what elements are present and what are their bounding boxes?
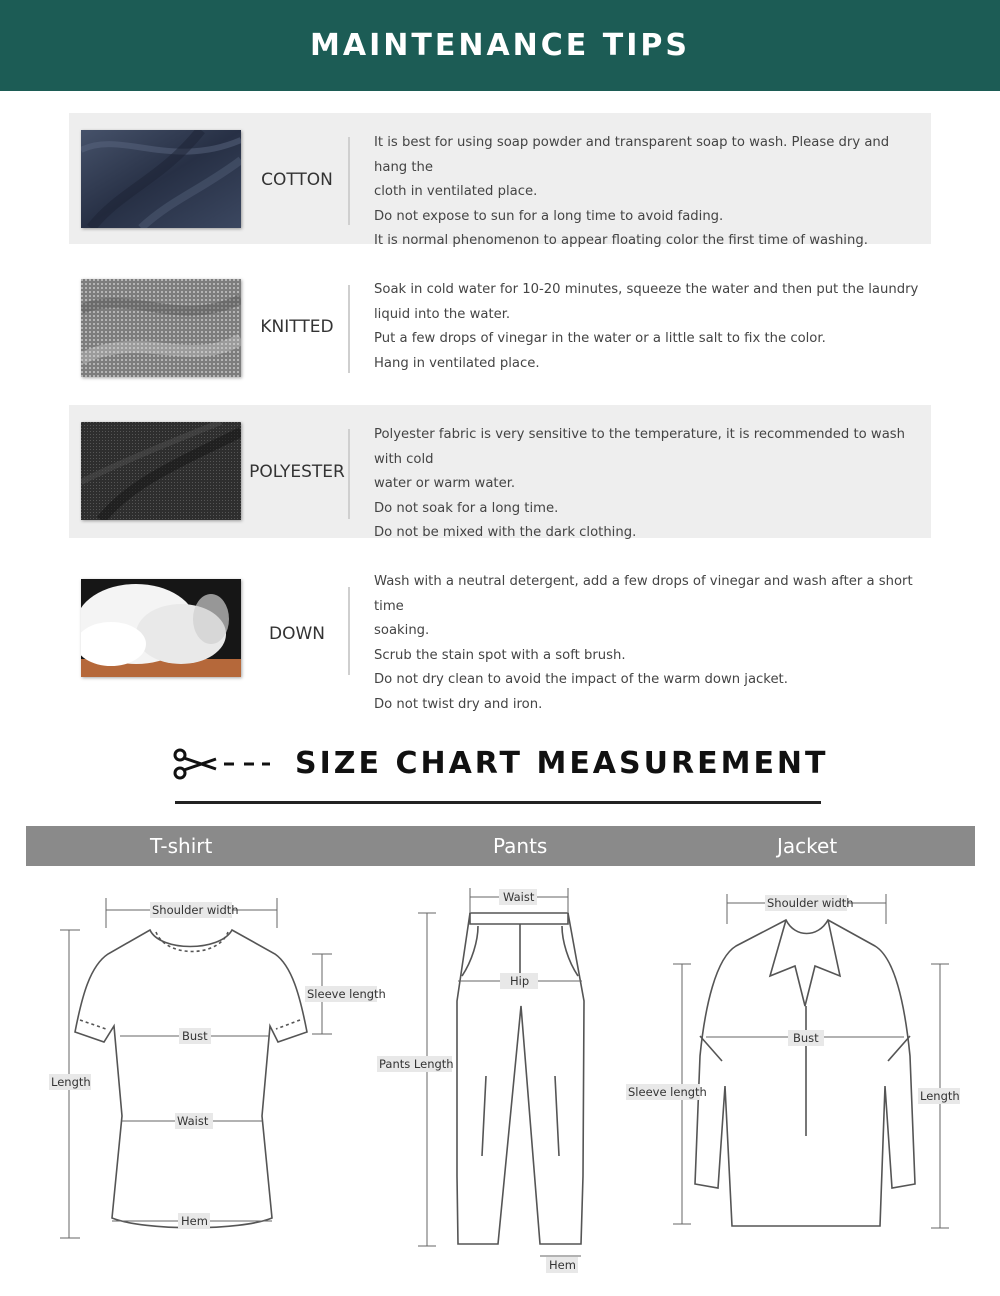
tshirt-shoulder-label: Shoulder width [152,903,239,917]
tip-line: Polyester fabric is very sensitive to the temperature, it is recommended to wash with cold [374,427,906,467]
page-title: MAINTENANCE TIPS [310,28,690,63]
knitted-texture [81,279,241,377]
knitted-swatch-image [81,279,241,377]
cotton-texture [81,130,241,228]
fabric-name-knitted: KNITTED [260,317,334,337]
tshirt-sleeve-label: Sleeve length [307,987,386,1001]
fabric-name-polyester: POLYESTER [249,462,345,482]
tab-pants: Pants [493,834,548,858]
tshirt-length-label: Length [51,1075,91,1089]
title-underline [175,801,821,804]
size-chart-title: SIZE CHART MEASUREMENT [295,746,829,781]
pants-diagram [457,913,584,1244]
tip-line: Soak in cold water for 10-20 minutes, squeeze the water and then put the laundry [374,282,919,297]
pants-waist-label: Waist [503,890,535,904]
jacket-shoulder-label: Shoulder width [767,896,854,910]
tip-line: liquid into the water. [374,306,511,322]
header-banner [0,0,1000,91]
tip-line: cloth in ventilated place. [374,184,538,200]
tip-line: Do not twist dry and iron. [374,696,543,712]
scissors-icon [172,747,272,781]
down-swatch-image [81,579,241,677]
down-texture [81,579,241,677]
tip-line: Hang in ventilated place. [374,355,540,371]
fabric-row-down [69,552,931,712]
fabric-name-down: DOWN [269,624,325,644]
fabric-name-cotton: COTTON [261,170,333,190]
tip-line: Do not expose to sun for a long time to avoid fading. [374,208,724,224]
pants-hem-label: Hem [549,1258,576,1272]
divider [348,285,350,373]
tip-line: Do not be mixed with the dark clothing. [374,525,637,541]
garment-tab-bar [26,826,975,866]
cotton-tips [374,131,926,254]
polyester-tips [374,423,934,546]
jacket-diagram [695,920,915,1226]
tip-line: Scrub the stain spot with a soft brush. [374,647,626,663]
cotton-swatch-image [81,130,241,228]
tip-line: Do not dry clean to avoid the impact of the warm down jacket. [374,672,788,688]
polyester-swatch-image [81,422,241,520]
pants-length-label: Pants Length [379,1057,454,1071]
tab-tshirt: T-shirt [150,834,213,858]
tshirt-diagram [75,930,307,1228]
fabric-row-knitted [69,260,931,391]
divider [348,137,350,225]
tshirt-waist-label: Waist [177,1114,209,1128]
jacket-sleeve-label: Sleeve length [628,1085,707,1099]
jacket-bust-label: Bust [793,1031,819,1045]
divider [348,587,350,675]
tip-line: Wash with a neutral detergent, add a few drops of vinegar and wash after a short time [374,574,913,614]
jacket-length-label: Length [920,1089,960,1103]
size-diagrams [0,866,1000,1296]
fabric-row-cotton [69,113,931,249]
tshirt-bust-label: Bust [182,1029,208,1043]
tip-line: Put a few drops of vinegar in the water or a little salt to fix the color. [374,331,826,347]
divider [348,429,350,519]
tip-line: soaking. [374,623,430,639]
tip-line: It is normal phenomenon to appear floating color the first time of washing. [374,233,868,249]
tshirt-hem-label: Hem [181,1214,208,1228]
polyester-texture [81,422,241,520]
tab-jacket: Jacket [777,834,838,858]
down-tips [374,570,926,718]
tip-line: It is best for using soap powder and transparent soap to wash. Please dry and hang the [374,135,890,175]
fabric-row-polyester [69,405,931,541]
knitted-tips [374,278,926,376]
pants-hip-label: Hip [510,974,530,988]
tip-line: water or warm water. [374,476,516,492]
tip-line: Do not soak for a long time. [374,500,559,516]
